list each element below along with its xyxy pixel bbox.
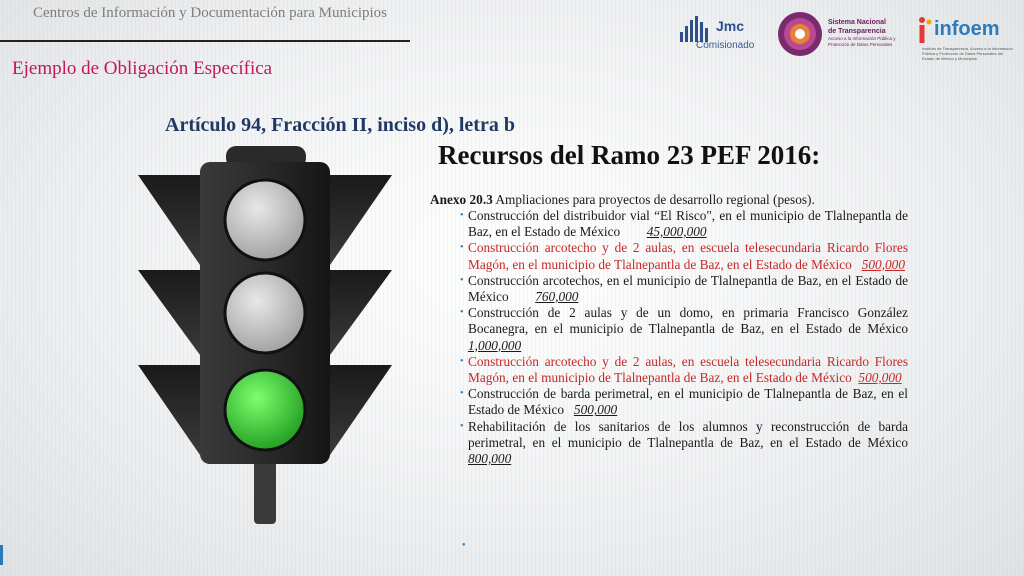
wing-right-2 bbox=[330, 270, 392, 355]
bullet-icon: • bbox=[460, 307, 464, 319]
infoem-logo-name: infoem bbox=[934, 18, 1000, 40]
anexo-line bbox=[430, 192, 815, 208]
wing-left-3 bbox=[138, 365, 200, 455]
item-text: Construcción de barda perimetral, en el municipio de Tlalnepantla de Baz, en el Estado de México bbox=[468, 386, 912, 418]
snt-line1: Sistema Nacional bbox=[828, 19, 886, 26]
bullet-icon: • bbox=[460, 274, 464, 286]
item-amount: 45,000,000 bbox=[646, 224, 707, 240]
jmc-logo-sub: Comisionado bbox=[696, 40, 755, 51]
list-item bbox=[460, 353, 912, 386]
trailing-bullet: • bbox=[462, 540, 466, 551]
bullet-icon: • bbox=[460, 242, 464, 254]
snt-line2: de Transparencia bbox=[828, 28, 886, 35]
bullet-icon: • bbox=[460, 355, 464, 367]
light-top bbox=[225, 180, 305, 260]
infoem-i-icon bbox=[918, 16, 932, 44]
slide-subtitle: Ejemplo de Obligación Específica bbox=[12, 58, 273, 79]
list-item bbox=[460, 240, 912, 272]
project-list bbox=[460, 208, 915, 467]
jmc-logo-name: Jmc bbox=[716, 18, 745, 34]
item-text: Construcción del distribuidor vial “El Risco", en el municipio de Tlalnepantla de Baz, en el Estado de México bbox=[468, 208, 912, 240]
logo-strip bbox=[680, 8, 1020, 61]
jmc-logo bbox=[680, 14, 770, 56]
light-bottom bbox=[225, 370, 305, 450]
header-title: Centros de Información y Documentación para Municipios bbox=[32, 5, 388, 21]
wing-left-2 bbox=[138, 270, 200, 355]
item-amount: 760,000 bbox=[535, 289, 579, 305]
list-item bbox=[460, 418, 915, 468]
item-text: Construcción arcotecho y de 2 aulas, en escuela telesecundaria Ricardo Flores Magón, en el municipio de Tlalnepantla de Baz, en el Estado de México bbox=[468, 353, 912, 386]
bullet-icon: • bbox=[460, 420, 464, 432]
jmc-bars-icon bbox=[680, 16, 712, 42]
snt-emblem-icon bbox=[776, 10, 824, 58]
anexo-text: Ampliaciones para proyectos de desarrollo regional (pesos). bbox=[492, 192, 815, 207]
item-amount: 500,000 bbox=[573, 402, 618, 418]
list-item bbox=[460, 208, 912, 240]
list-item bbox=[460, 272, 912, 305]
item-text: Construcción arcotecho y de 2 aulas, en escuela telesecundaria Ricardo Flores Magón, en el municipio de Tlalnepantla de Baz, en el Estado de México bbox=[468, 240, 912, 272]
bullet-icon: • bbox=[460, 210, 464, 221]
traffic-light-icon bbox=[134, 140, 396, 530]
anexo-label: Anexo 20.3 bbox=[430, 192, 493, 207]
wing-left-1 bbox=[138, 175, 200, 265]
pole bbox=[254, 460, 276, 524]
item-text: Construcción arcotechos, en el municipio de Tlalnepantla de Baz, en el Estado de México bbox=[468, 272, 912, 305]
snt-logo bbox=[776, 10, 896, 58]
item-amount: 500,000 bbox=[861, 256, 905, 272]
wing-right-3 bbox=[330, 365, 392, 455]
header-rule bbox=[0, 40, 410, 42]
item-amount: 500,000 bbox=[858, 370, 902, 386]
light-middle bbox=[225, 273, 305, 353]
list-item bbox=[460, 305, 915, 354]
list-item bbox=[460, 386, 912, 418]
item-amount: 800,000 bbox=[468, 451, 512, 467]
left-accent-bar bbox=[0, 545, 3, 565]
articulo-heading: Artículo 94, Fracción II, inciso d), letra b bbox=[165, 114, 515, 136]
main-title: Recursos del Ramo 23 PEF 2016: bbox=[438, 140, 821, 170]
infoem-small: Instituto de Transparencia, Acceso a la Información Pública y Protección de Datos Personales del Estado de México y Municipios bbox=[922, 46, 1013, 61]
wing-right-1 bbox=[330, 175, 392, 265]
item-text: Rehabilitación de los sanitarios de los alumnos y reconstrucción de barda perimetral, en el municipio de Tlalnepantla de Baz, en el Estado de México bbox=[468, 418, 915, 450]
bullet-icon: • bbox=[460, 388, 464, 400]
infoem-logo bbox=[918, 10, 1018, 60]
item-amount: 1,000,000 bbox=[468, 337, 522, 353]
item-text: Construcción de 2 aulas y de un domo, en primaria Francisco González Bocanegra, en el municipio de Tlalnepantla de Baz, en el Estado de México bbox=[468, 305, 915, 337]
snt-small: Acceso a la Información Pública y Protección de Datos Personales bbox=[828, 36, 896, 47]
